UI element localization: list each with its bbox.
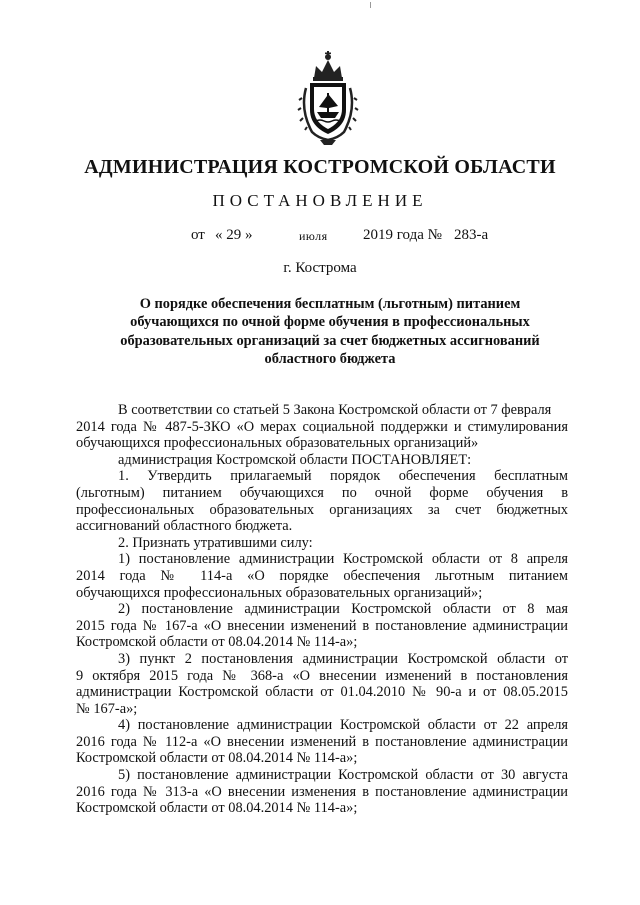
document-body [76, 402, 568, 817]
document-number: 283-а [454, 227, 489, 243]
body-line: 2016 года № 112-а «О внесении изменений в постановление администрации [76, 733, 568, 750]
body-line: 9 октября 2015 года № 368-а «О внесении изменений в постановления [76, 667, 568, 684]
body-line: 2) постановление администрации Костромской области от 8 мая [118, 601, 568, 618]
heading-line: О порядке обеспечения бесплатным (льготным) питанием [139, 296, 521, 312]
body-line: 3) пункт 2 постановления администрации Костромской области от [118, 650, 568, 667]
body-line: Костромской области от 08.04.2014 № 114-а»; [76, 800, 358, 817]
body-line: обучающихся профессиональных образовательных организаций» [76, 435, 479, 452]
body-line: 4) постановление администрации Костромской области от 22 апреля [118, 717, 568, 734]
organization-title: АДМИНИСТРАЦИЯ КОСТРОМСКОЙ ОБЛАСТИ [84, 156, 556, 178]
document-heading [110, 295, 550, 368]
body-line: 2016 года № 313-а «О внесении изменения в постановление администрации [76, 783, 568, 800]
body-line: администрация Костромской области ПОСТАНОВЛЯЕТ: [118, 451, 472, 468]
body-line: обучающихся профессиональных образовательных организаций»; [76, 584, 483, 601]
body-line: № 167-а»; [76, 700, 138, 717]
document-date-line [0, 227, 640, 247]
body-line: В соответствии со статьей 5 Закона Костромской области от 7 февраля [118, 402, 552, 418]
document-type: ПОСТАНОВЛЕНИЕ [212, 191, 428, 210]
date-year: 2019 года № [363, 227, 442, 243]
body-line: 1. Утвердить прилагаемый порядок обеспечения бесплатным [118, 468, 568, 485]
city: г. Кострома [283, 260, 357, 276]
date-day: « 29 » [215, 227, 253, 243]
coat-of-arms-icon [296, 48, 360, 148]
body-line: 2. Признать утратившими силу: [118, 534, 313, 551]
heading-line: образовательных организаций за счет бюджетных ассигнований [120, 332, 540, 349]
heading-line: обучающихся по очной форме обучения в профессиональных [130, 314, 530, 331]
date-month: июля [299, 229, 328, 243]
body-line: 1) постановление администрации Костромской области от 8 апреля [118, 551, 568, 568]
body-line: Костромской области от 08.04.2014 № 114-а»; [76, 750, 358, 767]
date-prefix: от [191, 227, 205, 243]
body-line: администрации Костромской области от 01.04.2010 № 90-а и от 08.05.2015 [76, 684, 568, 701]
body-line: ассигнований областного бюджета. [76, 518, 293, 535]
scan-mark [370, 2, 371, 8]
body-line: профессиональных образовательных организациях за счет бюджетных [76, 501, 568, 518]
body-line: 5) постановление администрации Костромской области от 30 августа [118, 767, 568, 784]
body-line: 2015 года № 167-а «О внесении изменений в постановление администрации [76, 617, 568, 634]
body-line: (льготным) питанием обучающихся по очной форме обучения в [76, 484, 568, 501]
body-line: Костромской области от 08.04.2014 № 114-а»; [76, 634, 358, 651]
body-line: 2014 года № 114-а «О порядке обеспечения льготным питанием [76, 567, 568, 584]
body-line: 2014 года № 487-5-ЗКО «О мерах социальной поддержки и стимулирования [76, 418, 568, 435]
heading-line: областного бюджета [264, 350, 396, 367]
